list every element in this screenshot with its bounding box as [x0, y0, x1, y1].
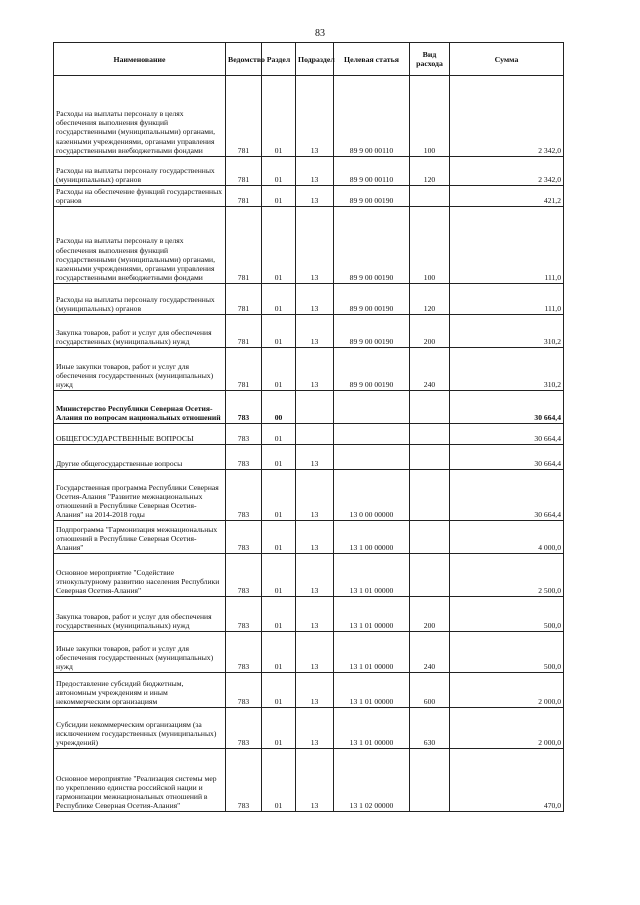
row-section: 01 — [262, 445, 296, 470]
row-amount: 310,2 — [450, 315, 564, 348]
row-dept: 781 — [226, 186, 262, 207]
row-exp-type — [410, 554, 450, 597]
row-section: 01 — [262, 315, 296, 348]
row-section: 01 — [262, 207, 296, 284]
row-amount: 111,0 — [450, 284, 564, 315]
row-section: 01 — [262, 470, 296, 521]
row-dept: 781 — [226, 315, 262, 348]
table-row — [54, 521, 564, 554]
row-name: Иные закупки товаров, работ и услуг для обеспечения государственных (муниципальных) нужд — [54, 632, 226, 673]
row-target: 13 1 01 00000 — [334, 632, 410, 673]
row-amount: 30 664,4 — [450, 391, 564, 424]
row-target: 13 1 01 00000 — [334, 673, 410, 708]
row-dept: 783 — [226, 445, 262, 470]
table-row — [54, 673, 564, 708]
row-dept: 783 — [226, 708, 262, 749]
row-target: 13 1 01 00000 — [334, 554, 410, 597]
row-exp-type: 630 — [410, 708, 450, 749]
row-target: 13 1 00 00000 — [334, 521, 410, 554]
row-amount: 2 500,0 — [450, 554, 564, 597]
table-row — [54, 391, 564, 424]
row-target: 89 9 00 00190 — [334, 315, 410, 348]
table-row — [54, 157, 564, 186]
row-section: 01 — [262, 632, 296, 673]
row-exp-type — [410, 424, 450, 445]
row-section: 01 — [262, 348, 296, 391]
row-subsection: 13 — [296, 554, 334, 597]
row-name: Государственная программа Республики Северная Осетия-Алания "Развитие межнациональных отношений в Республике Северная Осетия-Алания" на 2014-2018 годы — [54, 470, 226, 521]
table-row — [54, 315, 564, 348]
row-exp-type: 600 — [410, 673, 450, 708]
row-amount: 30 664,4 — [450, 445, 564, 470]
row-section: 01 — [262, 284, 296, 315]
row-amount: 2 000,0 — [450, 708, 564, 749]
row-exp-type — [410, 521, 450, 554]
row-name: Расходы на выплаты персоналу в целях обеспечения выполнения функций государственными (муниципальными) органами, казенными учреждениями, органами управления государственными внебюджетными фондами — [54, 207, 226, 284]
row-target: 13 1 01 00000 — [334, 708, 410, 749]
row-exp-type — [410, 470, 450, 521]
header-section: Раздел — [262, 43, 296, 76]
row-name: Расходы на обеспечение функций государственных органов — [54, 186, 226, 207]
row-section: 01 — [262, 157, 296, 186]
row-subsection: 13 — [296, 284, 334, 315]
row-name: Основное мероприятие "Содействие этнокультурному развитию населения Республики Северная Осетия-Алания" — [54, 554, 226, 597]
row-section: 01 — [262, 424, 296, 445]
row-subsection: 13 — [296, 186, 334, 207]
row-target: 89 9 00 00190 — [334, 207, 410, 284]
row-exp-type: 200 — [410, 315, 450, 348]
row-target — [334, 391, 410, 424]
table-row — [54, 424, 564, 445]
table-row — [54, 186, 564, 207]
row-amount: 310,2 — [450, 348, 564, 391]
header-amount: Сумма — [450, 43, 564, 76]
row-subsection: 13 — [296, 348, 334, 391]
row-dept: 783 — [226, 632, 262, 673]
row-subsection: 13 — [296, 315, 334, 348]
header-target: Целевая статья — [334, 43, 410, 76]
table-row — [54, 76, 564, 157]
row-target: 89 9 00 00190 — [334, 348, 410, 391]
row-exp-type: 100 — [410, 207, 450, 284]
row-dept: 781 — [226, 207, 262, 284]
row-target — [334, 424, 410, 445]
row-name: Субсидии некоммерческим организациям (за исключением государственных (муниципальных) учреждений) — [54, 708, 226, 749]
row-dept: 781 — [226, 76, 262, 157]
row-section: 00 — [262, 391, 296, 424]
header-subsection: Подраздел — [296, 43, 334, 76]
table-row — [54, 597, 564, 632]
row-target — [334, 445, 410, 470]
row-amount: 4 000,0 — [450, 521, 564, 554]
row-dept: 783 — [226, 470, 262, 521]
table-row — [54, 749, 564, 812]
row-subsection: 13 — [296, 76, 334, 157]
table-row — [54, 632, 564, 673]
row-section: 01 — [262, 749, 296, 812]
row-exp-type: 120 — [410, 284, 450, 315]
row-name: Расходы на выплаты персоналу в целях обеспечения выполнения функций государственными (муниципальными) органами, казенными учреждениями, органами управления государственными внебюджетными фондами — [54, 76, 226, 157]
row-target: 89 9 00 00190 — [334, 186, 410, 207]
row-name: ОБЩЕГОСУДАРСТВЕННЫЕ ВОПРОСЫ — [54, 424, 226, 445]
table-row — [54, 708, 564, 749]
row-exp-type: 120 — [410, 157, 450, 186]
row-subsection: 13 — [296, 673, 334, 708]
header-row — [54, 43, 564, 76]
row-name: Предоставление субсидий бюджетным, автономным учреждениям и иным некоммерческим организациям — [54, 673, 226, 708]
row-name: Подпрограмма "Гармонизация межнациональных отношений в Республике Северная Осетия-Алания" — [54, 521, 226, 554]
budget-table — [53, 42, 564, 812]
row-amount: 500,0 — [450, 597, 564, 632]
row-amount: 30 664,4 — [450, 470, 564, 521]
row-section: 01 — [262, 554, 296, 597]
row-subsection: 13 — [296, 157, 334, 186]
row-name: Министерство Республики Северная Осетия-Алания по вопросам национальных отношений — [54, 391, 226, 424]
row-dept: 781 — [226, 284, 262, 315]
row-exp-type — [410, 186, 450, 207]
row-exp-type: 240 — [410, 348, 450, 391]
row-section: 01 — [262, 708, 296, 749]
row-subsection: 13 — [296, 749, 334, 812]
row-dept: 783 — [226, 749, 262, 812]
row-section: 01 — [262, 673, 296, 708]
row-exp-type: 100 — [410, 76, 450, 157]
row-name: Другие общегосударственные вопросы — [54, 445, 226, 470]
row-exp-type: 240 — [410, 632, 450, 673]
row-subsection: 13 — [296, 632, 334, 673]
row-subsection: 13 — [296, 207, 334, 284]
row-name: Закупка товаров, работ и услуг для обеспечения государственных (муниципальных) нужд — [54, 315, 226, 348]
row-amount: 421,2 — [450, 186, 564, 207]
row-subsection: 13 — [296, 445, 334, 470]
row-dept: 781 — [226, 157, 262, 186]
table-row — [54, 207, 564, 284]
row-dept: 783 — [226, 521, 262, 554]
table-row — [54, 348, 564, 391]
row-name: Иные закупки товаров, работ и услуг для обеспечения государственных (муниципальных) нужд — [54, 348, 226, 391]
row-name: Закупка товаров, работ и услуг для обеспечения государственных (муниципальных) нужд — [54, 597, 226, 632]
row-subsection — [296, 391, 334, 424]
row-section: 01 — [262, 597, 296, 632]
row-amount: 2 342,0 — [450, 76, 564, 157]
row-exp-type: 200 — [410, 597, 450, 632]
row-amount: 2 342,0 — [450, 157, 564, 186]
row-name: Расходы на выплаты персоналу государственных (муниципальных) органов — [54, 284, 226, 315]
row-target: 13 0 00 00000 — [334, 470, 410, 521]
table-row — [54, 470, 564, 521]
row-subsection: 13 — [296, 597, 334, 632]
row-section: 01 — [262, 186, 296, 207]
row-target: 13 1 02 00000 — [334, 749, 410, 812]
row-section: 01 — [262, 76, 296, 157]
header-exp-type: Вид расхода — [410, 43, 450, 76]
table-row — [54, 445, 564, 470]
row-amount: 2 000,0 — [450, 673, 564, 708]
row-section: 01 — [262, 521, 296, 554]
row-amount: 111,0 — [450, 207, 564, 284]
row-name: Основное мероприятие "Реализация системы мер по укреплению единства российской нации и гармонизации межнациональных отношений в Республике Северная Осетия-Алания" — [54, 749, 226, 812]
table-row — [54, 284, 564, 315]
row-amount: 470,0 — [450, 749, 564, 812]
header-name: Наименование — [54, 43, 226, 76]
page-number: 83 — [315, 28, 325, 39]
header-dept: Ведомство — [226, 43, 262, 76]
row-subsection: 13 — [296, 470, 334, 521]
row-subsection — [296, 424, 334, 445]
row-exp-type — [410, 445, 450, 470]
row-dept: 783 — [226, 391, 262, 424]
row-target: 13 1 01 00000 — [334, 597, 410, 632]
row-subsection: 13 — [296, 521, 334, 554]
table-row — [54, 554, 564, 597]
row-dept: 783 — [226, 673, 262, 708]
row-dept: 783 — [226, 554, 262, 597]
row-dept: 783 — [226, 424, 262, 445]
row-amount: 30 664,4 — [450, 424, 564, 445]
row-target: 89 9 00 00190 — [334, 284, 410, 315]
row-dept: 783 — [226, 597, 262, 632]
row-exp-type — [410, 391, 450, 424]
table-body — [54, 76, 564, 812]
row-dept: 781 — [226, 348, 262, 391]
row-amount: 500,0 — [450, 632, 564, 673]
row-subsection: 13 — [296, 708, 334, 749]
row-name: Расходы на выплаты персоналу государственных (муниципальных) органов — [54, 157, 226, 186]
row-target: 89 9 00 00110 — [334, 76, 410, 157]
row-exp-type — [410, 749, 450, 812]
row-target: 89 9 00 00110 — [334, 157, 410, 186]
